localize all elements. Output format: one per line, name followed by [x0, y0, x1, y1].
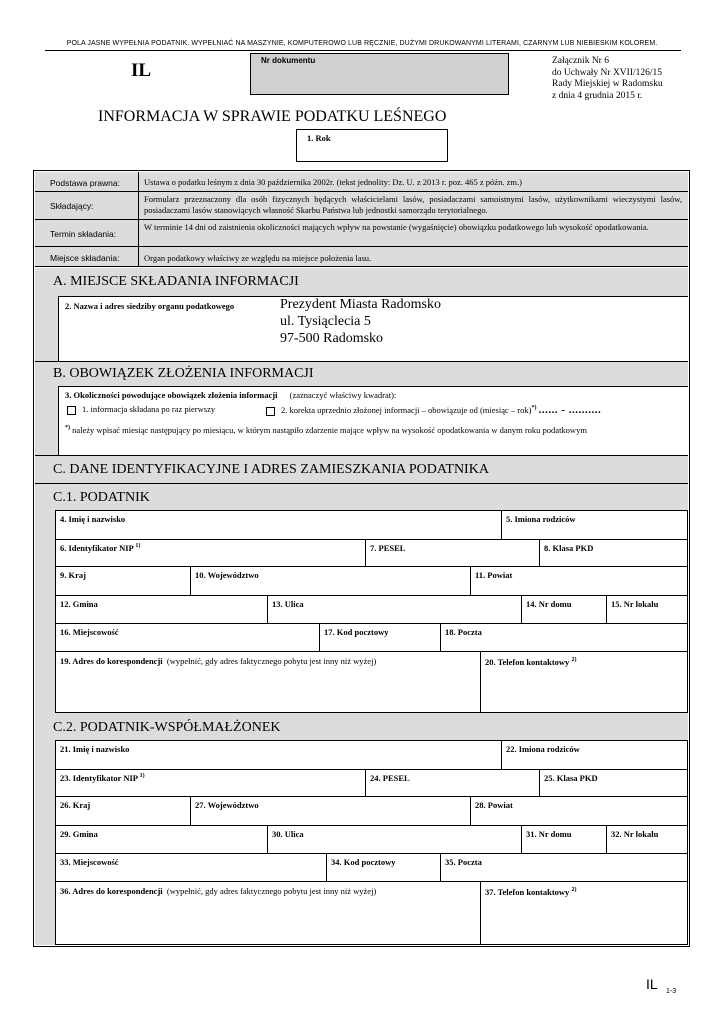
- c2-nip-field[interactable]: [56, 770, 366, 797]
- c2-parents-names-field[interactable]: [502, 741, 688, 770]
- c2-postal-code-field[interactable]: [327, 854, 441, 882]
- c1-commune-field[interactable]: [56, 596, 268, 624]
- c2-pesel-field[interactable]: [366, 770, 540, 797]
- option-first-time[interactable]: [67, 404, 215, 415]
- footnote-text: należy wpisać miesiąc następujący po miesiącu, w którym nastąpiło zdarzenie mające wpływ na wysokość opodatkowania w danym roku podatkowym: [72, 425, 587, 435]
- option-correction[interactable]: [266, 404, 601, 416]
- c1-house-number-field[interactable]: [522, 596, 607, 624]
- c1-voivodeship-label: 10. Województwo: [195, 570, 259, 580]
- c2-apartment-number-label: 32. Nr lokalu: [611, 829, 659, 839]
- checkbox-first-time[interactable]: [67, 406, 76, 415]
- info-text-place: Organ podatkowy właściwy ze względu na miejsce położenia lasu.: [139, 247, 688, 267]
- address-line: ul. Tysiąclecia 5: [280, 314, 371, 329]
- c2-pkd-label: 25. Klasa PKD: [544, 773, 598, 783]
- c1-house-number-label: 14. Nr domu: [526, 599, 572, 609]
- document-number-box: [250, 53, 509, 95]
- c2-county-label: 28. Powiat: [475, 800, 513, 810]
- attachment-line: z dnia 4 grudnia 2015 r.: [552, 90, 643, 101]
- obligation-note: (zaznaczyć właściwy kwadrat):: [289, 390, 397, 400]
- c2-apartment-number-field[interactable]: [607, 826, 688, 854]
- c2-phone-label: 37. Telefon kontaktowy: [485, 887, 570, 897]
- c2-pkd-field[interactable]: [540, 770, 688, 797]
- c1-county-field[interactable]: [471, 567, 688, 596]
- c1-nip-sup: 1): [135, 543, 141, 550]
- c2-house-number-field[interactable]: [522, 826, 607, 854]
- c2-post-office-field[interactable]: [441, 854, 688, 882]
- c2-street-label: 30. Ulica: [272, 829, 304, 839]
- c1-county-label: 11. Powiat: [475, 570, 513, 580]
- c2-country-label: 26. Kraj: [60, 800, 91, 810]
- c2-locality-field[interactable]: [56, 854, 327, 882]
- info-label-deadline: Termin składania:: [35, 220, 139, 247]
- footer-page: 1-3: [666, 988, 677, 995]
- c2-full-name-label: 21. Imię i nazwisko: [60, 744, 130, 754]
- c1-parents-names-label: 5. Imiona rodziców: [506, 514, 576, 524]
- c1-street-label: 13. Ulica: [272, 599, 304, 609]
- c1-postal-code-field[interactable]: [320, 624, 441, 652]
- c2-country-field[interactable]: [56, 797, 191, 826]
- c1-country-label: 9. Kraj: [60, 570, 86, 580]
- c1-apartment-number-field[interactable]: [607, 596, 688, 624]
- address-line: 97-500 Radomsko: [280, 331, 384, 346]
- c1-phone-sup: 2): [571, 657, 577, 664]
- obligation-label: 3. Okoliczności powodujące obowiązek złożenia informacji: [65, 390, 278, 400]
- c1-apartment-number-label: 15. Nr lokalu: [611, 599, 659, 609]
- c1-street-field[interactable]: [268, 596, 522, 624]
- c1-locality-field[interactable]: [56, 624, 320, 652]
- info-text-submitter: Formularz przeznaczony dla osób fizycznych będących właścicielami lasów, posiadaczami samoistnymi lasów, użytkownikami wieczystymi lasów, posiadaczami lasów stanowiących własność Skarbu Państwa lub jednostki samorządu terytorialnego.: [139, 192, 688, 220]
- info-label-submitter: Składający:: [35, 192, 139, 220]
- info-text-legal-basis: Ustawa o podatku leśnym z dnia 30 października 2002r. (tekst jednolity: Dz. U. z 2013 r. poz. 465 z późn. zm.): [139, 172, 688, 192]
- year-field[interactable]: [296, 129, 448, 162]
- footnote-mark: *): [65, 425, 70, 432]
- c1-pesel-label: 7. PESEL: [370, 543, 406, 553]
- footer-code: IL: [646, 976, 658, 992]
- attachment-line: do Uchwały Nr XVII/126/15: [552, 67, 663, 78]
- info-label-legal-basis: Podstawa prawna:: [35, 172, 139, 192]
- option-first-time-label: 1. informacja składana po raz pierwszy: [82, 404, 216, 414]
- year-label: 1. Rok: [307, 133, 331, 143]
- address-line: Prezydent Miasta Radomsko: [280, 297, 441, 312]
- section-b-title: B. OBOWIĄZEK ZŁOŻENIA INFORMACJI: [53, 366, 314, 381]
- c2-voivodeship-label: 27. Województwo: [195, 800, 259, 810]
- obligation-field: [58, 386, 688, 455]
- c2-correspondence-label: 36. Adres do korespondencji: [60, 886, 163, 896]
- c1-postal-code-label: 17. Kod pocztowy: [324, 627, 389, 637]
- c2-house-number-label: 31. Nr domu: [526, 829, 572, 839]
- c2-nip-label: 23. Identyfikator NIP: [60, 773, 138, 783]
- option-correction-label: 2. korekta uprzednio złożonej informacji – obowiązuje od (miesiąc – rok): [281, 405, 532, 415]
- section-a-title: A. MIEJSCE SKŁADANIA INFORMACJI: [53, 274, 299, 289]
- c1-post-office-label: 18. Poczta: [445, 627, 482, 637]
- c1-correspondence-field[interactable]: [56, 652, 481, 713]
- c1-pkd-field[interactable]: [540, 540, 688, 567]
- info-label-place: Miejsce składania:: [35, 247, 139, 267]
- section-c1-title: C.1. PODATNIK: [53, 489, 150, 505]
- c1-full-name-label: 4. Imię i nazwisko: [60, 514, 126, 524]
- c2-correspondence-field[interactable]: [56, 882, 481, 945]
- attachment-line: Rady Miejskiej w Radomsku: [552, 79, 663, 89]
- document-number-label: Nr dokumentu: [261, 56, 316, 65]
- form-title: INFORMACJA W SPRAWIE PODATKU LEŚNEGO: [98, 108, 447, 125]
- obligation-footnote: [65, 425, 587, 435]
- option-correction-sup: *): [531, 405, 537, 412]
- c2-locality-label: 33. Miejscowość: [60, 857, 119, 867]
- c2-commune-field[interactable]: [56, 826, 268, 854]
- c1-voivodeship-field[interactable]: [191, 567, 471, 596]
- fill-instructions: POLA JASNE WYPEŁNIA PODATNIK. WYPEŁNIAĆ NA MASZYNIE, KOMPUTEROWO LUB RĘCZNIE, DUŻYMI DRUKOWANYMI LITERAMI, CZARNYM LUB NIEBIESKIM KOLOREM.: [66, 40, 658, 47]
- c2-voivodeship-field[interactable]: [191, 797, 471, 826]
- c2-correspondence-note: (wypełnić, gdy adres faktycznego pobytu jest inny niż wyżej): [166, 886, 377, 896]
- attachment-line: Załącznik Nr 6: [552, 56, 609, 66]
- tax-office-label: 2. Nazwa i adres siedziby organu podatkowego: [65, 301, 235, 311]
- c2-phone-sup: 2): [571, 887, 577, 894]
- section-c-title: C. DANE IDENTYFIKACYJNE I ADRES ZAMIESZKANIA PODATNIKA: [35, 456, 688, 484]
- c1-locality-label: 16. Miejscowość: [60, 627, 119, 637]
- attachment-note: [552, 56, 663, 102]
- correction-date-dots[interactable]: ...... - ..........: [538, 404, 602, 416]
- c2-commune-label: 29. Gmina: [60, 829, 98, 839]
- c2-phone-field[interactable]: [481, 882, 688, 945]
- c1-phone-field[interactable]: [481, 652, 688, 713]
- tax-office-address: [280, 296, 441, 347]
- info-text-deadline: W terminie 14 dni od zaistnienia okoliczności mających wpływ na powstanie (wygaśnięcie) obowiązku podatkowego lub wysokość opodatkowania.: [139, 220, 688, 247]
- c2-street-field[interactable]: [268, 826, 522, 854]
- form-code: IL: [131, 60, 152, 81]
- c1-pkd-label: 8. Klasa PKD: [544, 543, 594, 553]
- top-rule: [45, 50, 681, 51]
- c1-pesel-field[interactable]: [366, 540, 540, 567]
- c1-full-name-field[interactable]: [56, 511, 502, 540]
- c1-country-field[interactable]: [56, 567, 191, 596]
- c1-nip-field[interactable]: [56, 540, 366, 567]
- c2-pesel-label: 24. PESEL: [370, 773, 410, 783]
- section-c2-title: C.2. PODATNIK-WSPÓŁMAŁŻONEK: [53, 720, 281, 735]
- c1-commune-label: 12. Gmina: [60, 599, 98, 609]
- c1-phone-label: 20. Telefon kontaktowy: [485, 657, 570, 667]
- c2-full-name-field[interactable]: [56, 741, 502, 770]
- c1-correspondence-note: (wypełnić, gdy adres faktycznego pobytu jest inny niż wyżej): [166, 656, 377, 666]
- c2-parents-names-label: 22. Imiona rodziców: [506, 744, 580, 754]
- c2-county-field[interactable]: [471, 797, 688, 826]
- c2-nip-sup: 1): [139, 773, 145, 780]
- c1-parents-names-field[interactable]: [502, 511, 688, 540]
- c2-postal-code-label: 34. Kod pocztowy: [331, 857, 396, 867]
- c1-correspondence-label: 19. Adres do korespondencji: [60, 656, 163, 666]
- c2-post-office-label: 35. Poczta: [445, 857, 482, 867]
- checkbox-correction[interactable]: [266, 407, 275, 416]
- c1-nip-label: 6. Identyfikator NIP: [60, 543, 134, 553]
- c1-post-office-field[interactable]: [441, 624, 688, 652]
